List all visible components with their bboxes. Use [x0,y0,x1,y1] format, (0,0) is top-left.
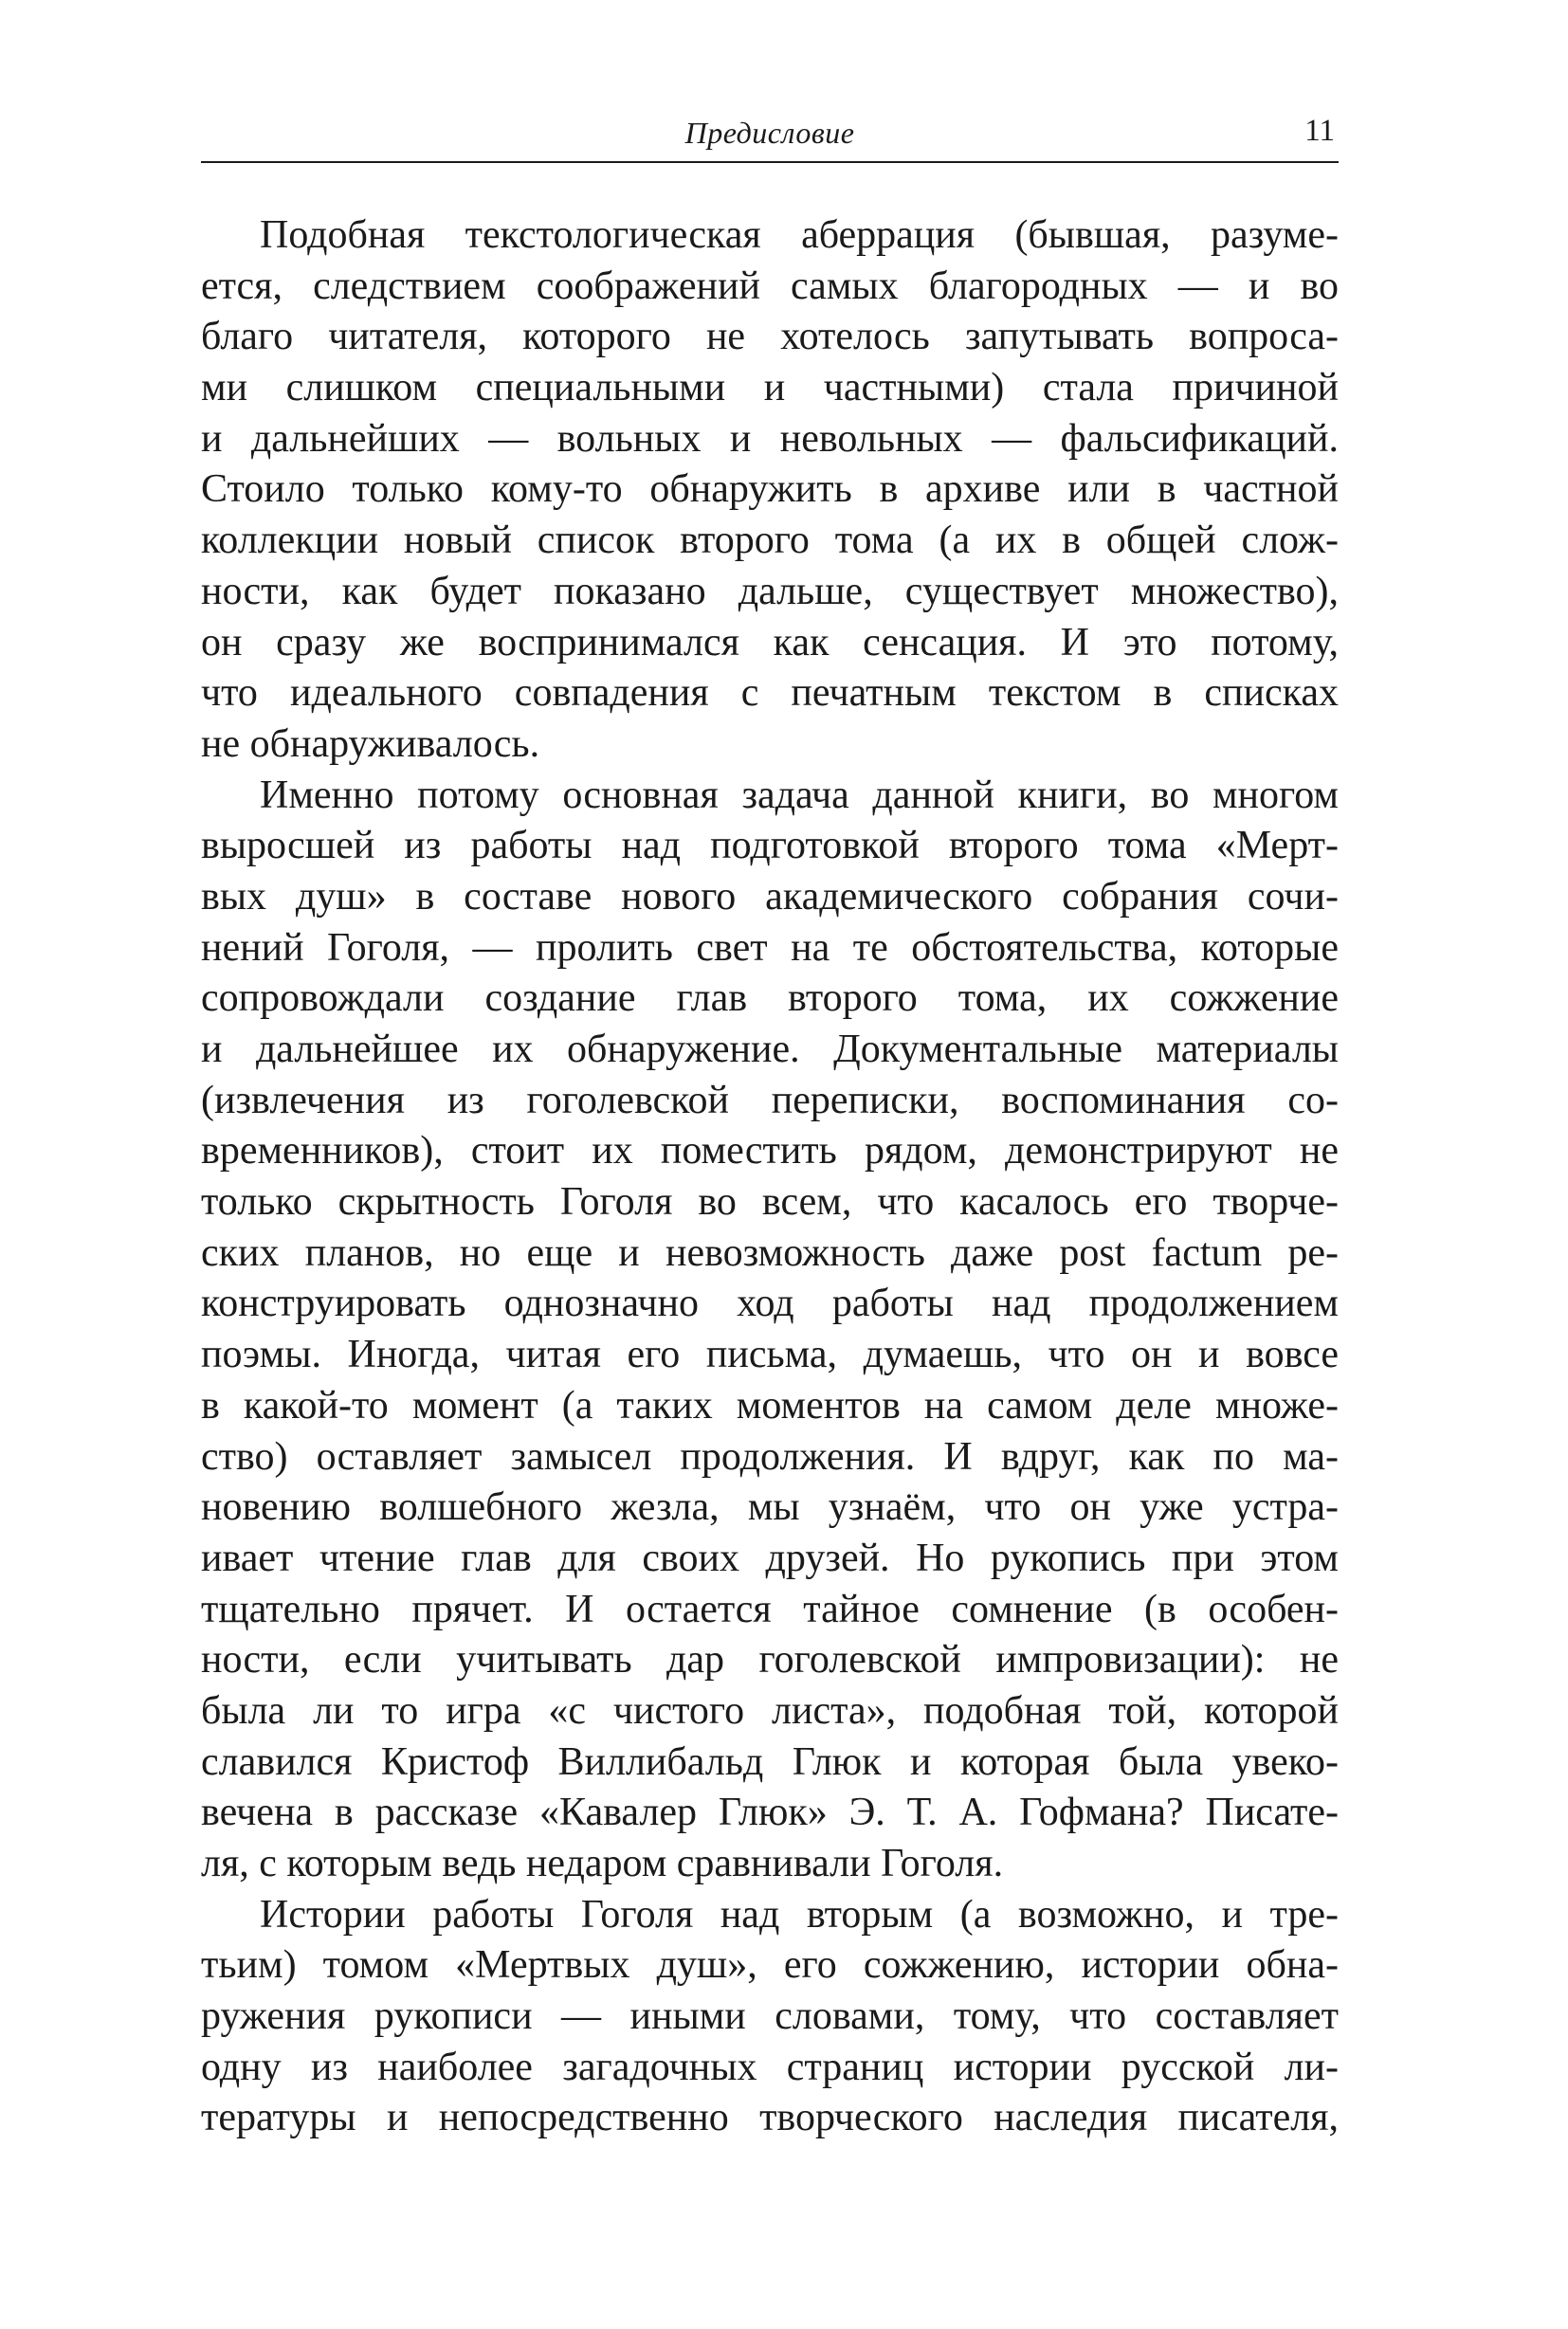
text-line: ля, с которым ведь недаром сравнивали Гоголя. [201,1842,1004,1885]
text-line: тературы и непосредственно творческого наследия писателя, [201,2096,1339,2140]
text-line: Подобная текстологическая аберрация (бывшая, разуме- [260,213,1339,257]
text-line: и дальнейших — вольных и невольных — фальсификаций. [201,416,1339,461]
text-line: не обнаруживалось. [201,721,540,766]
header-rule [201,161,1339,163]
text-line: ружения рукописи — иными словами, тому, что составляет [201,1994,1339,2039]
text-line: и дальнейшее их обнаружение. Документальные материалы [201,1028,1339,1071]
text-line: благо читателя, которого не хотелось запутывать вопроса- [201,315,1339,359]
text-line: Истории работы Гоголя над вторым (а возможно, и тре- [260,1892,1339,1937]
text-line: ется, следствием соображений самых благородных — и во [201,264,1339,308]
text-line: временников), стоит их поместить рядом, демонстрируют не [201,1129,1339,1174]
text-line: поэмы. Иногда, читая его письма, думаешь, что он и вовсе [201,1333,1339,1377]
text-line: что идеального совпадения с печатным текстом в списках [201,671,1339,716]
text-line: конструировать однозначно ход работы над продолжением [201,1282,1339,1326]
body-text [201,210,1339,2144]
text-line: коллекции новый список второго тома (а их в общей слож- [201,519,1339,563]
text-line: ности, как будет показано дальше, существует множество), [201,569,1339,613]
text-line: только скрытность Гоголя во всем, что касалось его творче- [201,1180,1339,1225]
text-line: славился Кристоф Виллибальд Глюк и которая была увеко- [201,1739,1339,1784]
text-line: была ли то игра «с чистого листа», подобная той, которой [201,1688,1339,1733]
text-line: ности, если учитывать дар гоголевской импровизации): не [201,1638,1339,1683]
text-line: тщательно прячет. И остается тайное сомнение (в особен- [201,1587,1339,1631]
text-line: вечена в рассказе «Кавалер Глюк» Э. Т. А. Гофмана? Писате- [201,1791,1339,1835]
text-line: (извлечения из гоголевской переписки, воспоминания со- [201,1078,1339,1122]
text-line: новению волшебного жезла, мы узнаём, что он уже устра- [201,1485,1339,1530]
text-line: Стоило только кому-то обнаружить в архиве или в частной [201,467,1339,512]
text-line: он сразу же воспринимался как сенсация. И это потому, [201,620,1339,664]
text-line: в какой-то момент (а таких моментов на самом деле множе- [201,1383,1339,1428]
section-title: Предисловие [684,116,855,150]
text-line: Именно потому основная задача данной книги, во многом [260,773,1339,817]
text-line: ских планов, но еще и невозможность даже post factum ре- [201,1230,1339,1275]
running-head [201,112,1339,161]
text-line: ивает чтение глав для своих друзей. Но рукопись при этом [201,1536,1339,1580]
text-line: ми слишком специальными и частными) стала причиной [201,366,1339,410]
text-line: одну из наиболее загадочных страниц истории русской ли- [201,2045,1339,2089]
text-line: ство) оставляет замысел продолжения. И вдруг, как по ма- [201,1434,1339,1479]
text-line: вых душ» в составе нового академического собрания сочи- [201,874,1339,919]
text-line: выросшей из работы над подготовкой второго тома «Мерт- [201,824,1339,868]
text-line: нений Гоголя, — пролить свет на те обстоятельства, которые [201,925,1339,970]
text-line: тьим) томом «Мертвых душ», его сожжению, истории обна- [201,1943,1339,1988]
page-number: 11 [1304,114,1335,148]
text-line: сопровождали создание глав второго тома, их сожжение [201,976,1339,1021]
